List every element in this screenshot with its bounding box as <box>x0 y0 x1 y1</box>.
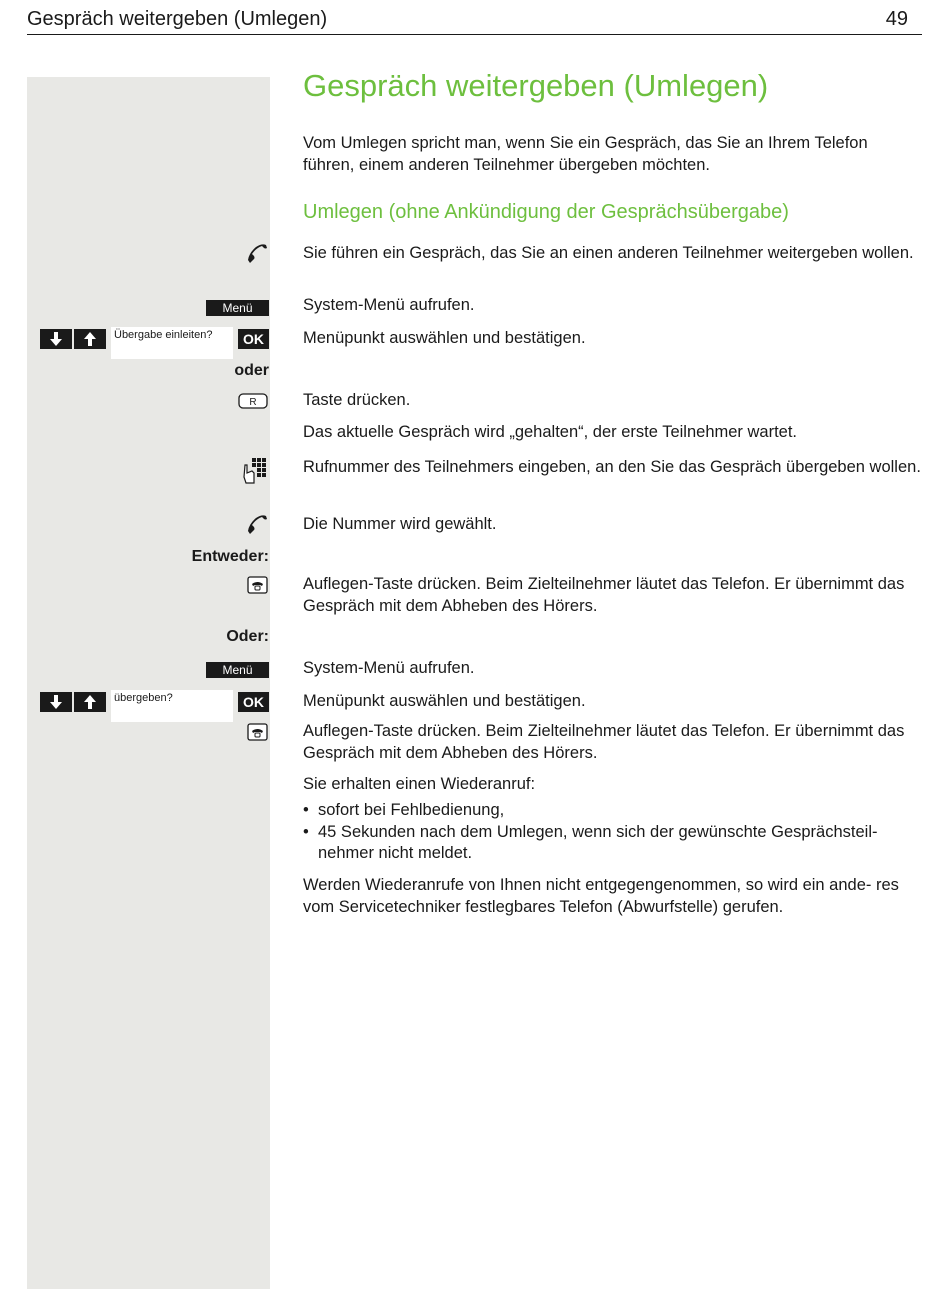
down-arrow-icon <box>49 695 63 709</box>
step-text: Die Nummer wird gewählt. <box>303 515 497 533</box>
menu-key[interactable]: Menü <box>206 662 269 678</box>
step-text: Menüpunkt auswählen und bestätigen. <box>303 329 586 347</box>
intro-paragraph: Vom Umlegen spricht man, wenn Sie ein Gespräch, das Sie an Ihrem Telefon führen, einem anderen Teilnehmer übergeben möchten. <box>303 134 868 174</box>
down-arrow-key[interactable] <box>40 692 72 712</box>
page-number: 49 <box>885 8 908 30</box>
step-text: Das aktuelle Gespräch wird „gehalten“, der erste Teilnehmer wartet. <box>303 423 798 441</box>
list-item: • sofort bei Fehlbedienung, <box>303 800 923 822</box>
step-text: Auflegen-Taste drücken. Beim Zielteilnehmer läutet das Telefon. Er übernimmt das Gespräch mit dem Abheben des Hörers. <box>303 575 905 615</box>
up-arrow-icon <box>83 695 97 709</box>
closing-paragraph: Werden Wiederanrufe von Ihnen nicht entgegengenommen, so wird ein ande- res vom Servicetechniker festlegbares Telefon (Abwurfstelle) gerufen. <box>303 876 899 916</box>
page-title: Gespräch weitergeben (Umlegen) <box>303 68 769 103</box>
oder-colon-label: Oder: <box>226 628 269 645</box>
r-key-label: R <box>249 397 257 408</box>
step-text: Menüpunkt auswählen und bestätigen. <box>303 692 586 710</box>
step-text: Taste drücken. <box>303 391 411 409</box>
callback-intro: Sie erhalten einen Wiederanruf: <box>303 775 536 793</box>
step-text: Sie führen ein Gespräch, das Sie an einen anderen Teilnehmer weitergeben wollen. <box>303 244 914 262</box>
display-option: übergeben? <box>111 690 233 722</box>
list-item: • 45 Sekunden nach dem Umlegen, wenn sich der gewünschte Gesprächsteil- nehmer nicht meldet. <box>303 822 923 865</box>
ok-key[interactable]: OK <box>238 692 269 712</box>
up-arrow-key[interactable] <box>74 329 106 349</box>
down-arrow-key[interactable] <box>40 329 72 349</box>
section-subtitle: Umlegen (ohne Ankündigung der Gesprächsübergabe) <box>303 201 789 223</box>
running-title: Gespräch weitergeben (Umlegen) <box>27 8 328 30</box>
running-header <box>27 7 922 35</box>
handset-icon <box>246 514 268 536</box>
keypad-icon <box>242 457 268 485</box>
step-text: System-Menü aufrufen. <box>303 659 475 677</box>
oder-label: oder <box>234 362 269 379</box>
entweder-label: Entweder: <box>191 548 269 565</box>
callback-list <box>303 800 923 865</box>
down-arrow-icon <box>49 332 63 346</box>
menu-key[interactable]: Menü <box>206 300 269 316</box>
r-key-icon[interactable] <box>238 393 268 409</box>
step-text: System-Menü aufrufen. <box>303 296 475 314</box>
step-text: Rufnummer des Teilnehmers eingeben, an den Sie das Gespräch übergeben wollen. <box>303 458 921 476</box>
up-arrow-icon <box>83 332 97 346</box>
up-arrow-key[interactable] <box>74 692 106 712</box>
onhook-key-icon[interactable] <box>247 723 268 741</box>
onhook-key-icon[interactable] <box>247 576 268 594</box>
ok-key[interactable]: OK <box>238 329 269 349</box>
handset-icon <box>246 243 268 265</box>
display-option: Übergabe einleiten? <box>111 327 233 359</box>
step-text: Auflegen-Taste drücken. Beim Zielteilnehmer läutet das Telefon. Er übernimmt das Gespräch mit dem Abheben des Hörers. <box>303 722 905 762</box>
instruction-sidebar <box>27 77 270 1289</box>
